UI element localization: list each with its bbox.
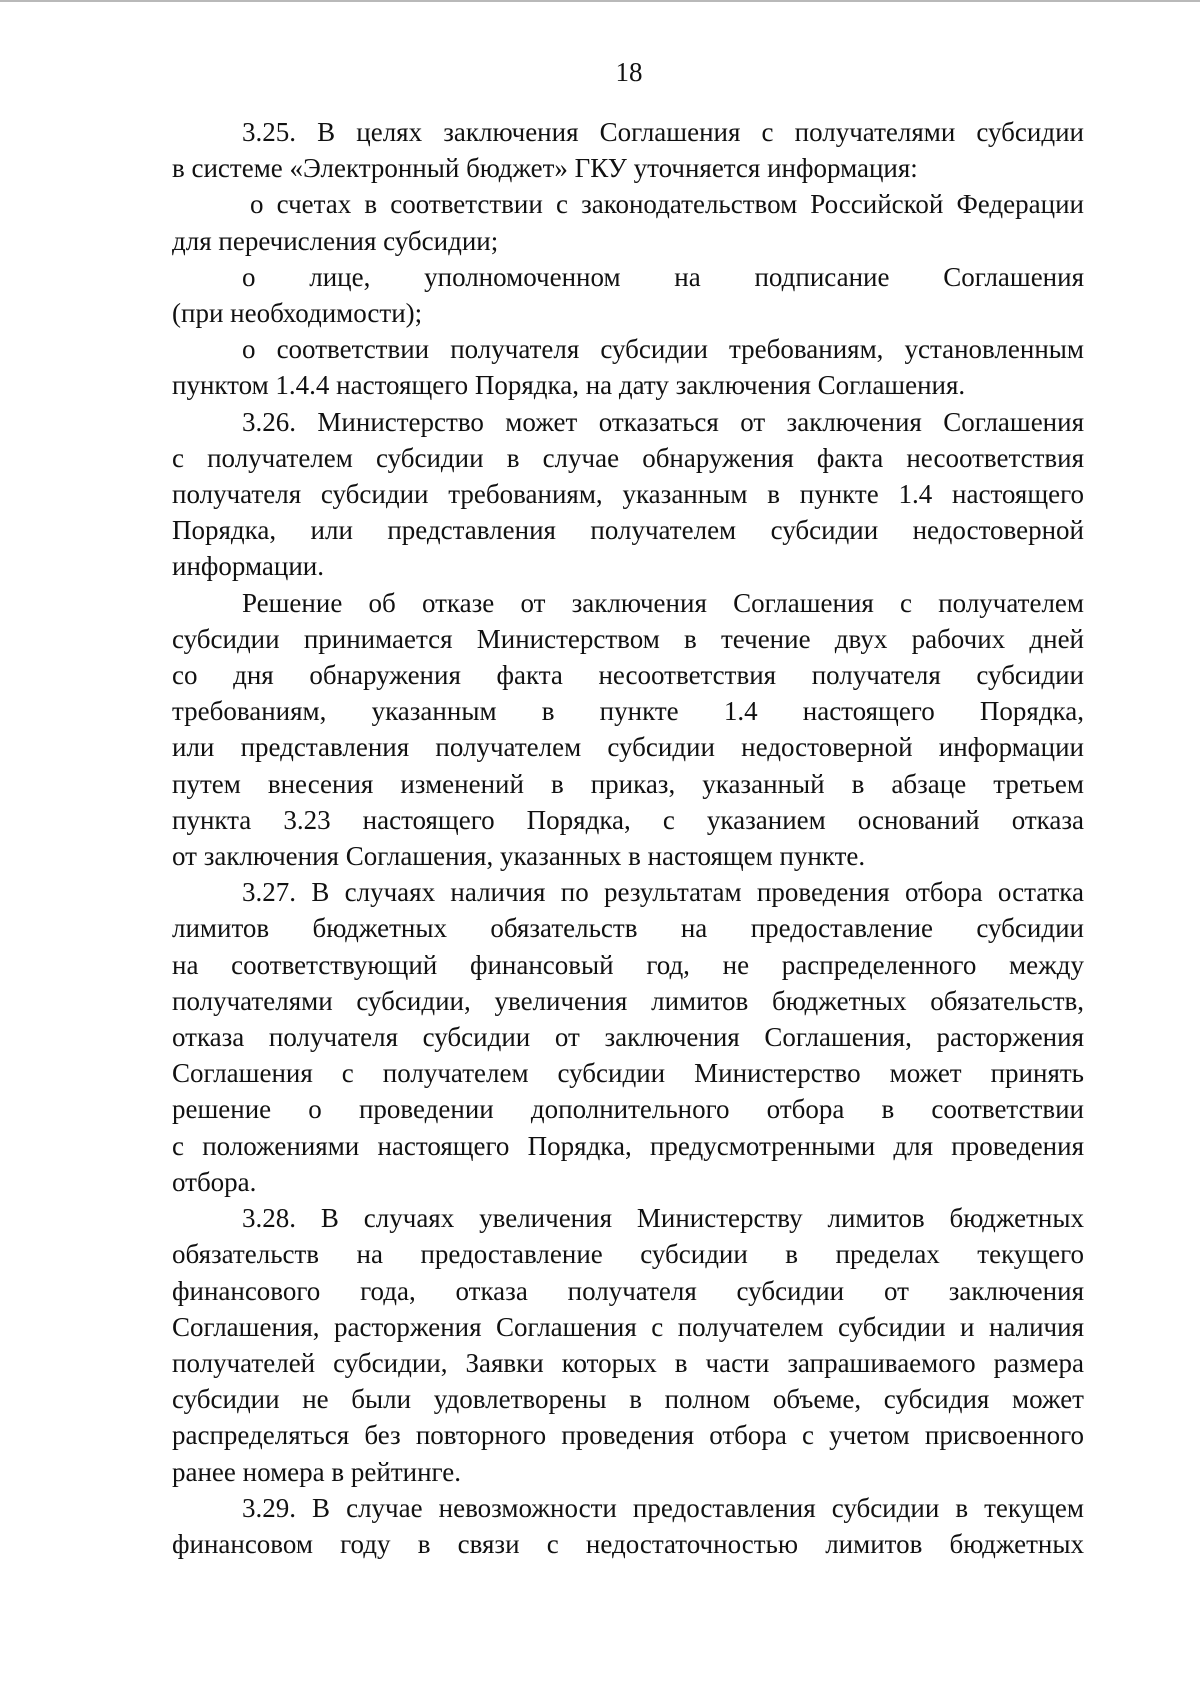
- paragraph-accounts: [172, 186, 1084, 258]
- text-line: Решение об отказе от заключения Соглашения с получателем: [242, 587, 1084, 618]
- text-line: Порядка, или представления получателем субсидии недостоверной: [172, 515, 1084, 546]
- paragraph-refusal-decision: [172, 585, 1084, 875]
- text-line: Соглашения с получателем субсидии Министерство может принять: [172, 1058, 1084, 1089]
- paragraph-3-29: [172, 1490, 1084, 1562]
- text-line: требованиям, указанным в пункте 1.4 настоящего Порядка,: [172, 696, 1084, 727]
- paragraph-authorized-person: [172, 259, 1084, 331]
- text-line: финансового года, отказа получателя субсидии от заключения: [172, 1275, 1084, 1306]
- text-line: Соглашения, расторжения Соглашения с получателем субсидии и наличия: [172, 1311, 1084, 1342]
- text-line: получателями субсидии, увеличения лимитов бюджетных обязательств,: [172, 985, 1084, 1016]
- scan-edge-line: [0, 0, 1200, 2]
- text-line: ранее номера в рейтинге.: [172, 1456, 461, 1487]
- text-line: 3.25. В целях заключения Соглашения с получателями субсидии: [242, 117, 1084, 147]
- text-line: о лице, уполномоченном на подписание Соглашения: [242, 261, 1084, 292]
- text-line: со дня обнаружения факта несоответствия получателя субсидии: [172, 660, 1084, 691]
- text-line: решение о проведении дополнительного отбора в соответствии: [172, 1094, 1084, 1125]
- paragraph-3-28: [172, 1200, 1084, 1490]
- page-number: 18: [615, 57, 643, 87]
- text-line: путем внесения изменений в приказ, указанный в абзаце третьем: [172, 768, 1084, 799]
- text-line: информации.: [172, 551, 324, 582]
- text-line: для перечисления субсидии;: [172, 225, 499, 256]
- text-line: с положениями настоящего Порядка, предусмотренными для проведения: [172, 1130, 1084, 1161]
- text-line: о счетах в соответствии с законодательством Российской Федерации: [250, 189, 1084, 220]
- text-line: в системе «Электронный бюджет» ГКУ уточняется информация:: [172, 153, 918, 184]
- text-line: пункта 3.23 настоящего Порядка, с указанием оснований отказа: [172, 804, 1084, 835]
- text-line: с получателем субсидии в случае обнаружения факта несоответствия: [172, 442, 1084, 473]
- text-line: отказа получателя субсидии от заключения Соглашения, расторжения: [172, 1022, 1084, 1053]
- paragraph-compliance: [172, 331, 1084, 403]
- text-line: отбора.: [172, 1166, 257, 1197]
- text-line: получателей субсидии, Заявки которых в части запрашиваемого размера: [172, 1347, 1084, 1378]
- text-line: пунктом 1.4.4 настоящего Порядка, на дату заключения Соглашения.: [172, 370, 966, 401]
- text-line: субсидии принимается Министерством в течение двух рабочих дней: [172, 623, 1084, 654]
- text-line: на соответствующий финансовый год, не распределенного между: [172, 949, 1084, 980]
- document-body: [172, 114, 1084, 1562]
- paragraph-3-26: [172, 404, 1084, 585]
- text-line: 3.28. В случаях увеличения Министерству лимитов бюджетных: [242, 1203, 1084, 1234]
- text-line: 3.27. В случаях наличия по результатам проведения отбора остатка: [242, 877, 1084, 908]
- text-line: (при необходимости);: [172, 298, 423, 329]
- text-line: о соответствии получателя субсидии требованиям, установленным: [242, 334, 1084, 365]
- text-line: лимитов бюджетных обязательств на предоставление субсидии: [172, 913, 1084, 944]
- text-line: или представления получателем субсидии недостоверной информации: [172, 732, 1084, 763]
- text-line: 3.29. В случае невозможности предоставления субсидии в текущем: [242, 1492, 1084, 1523]
- text-line: субсидии не были удовлетворены в полном объеме, субсидия может: [172, 1384, 1084, 1415]
- text-line: распределяться без повторного проведения отбора с учетом присвоенного: [172, 1420, 1084, 1451]
- text-line: 3.26. Министерство может отказаться от заключения Соглашения: [242, 406, 1084, 437]
- paragraph-3-27: [172, 874, 1084, 1200]
- text-line: обязательств на предоставление субсидии в пределах текущего: [172, 1239, 1084, 1270]
- text-line: от заключения Соглашения, указанных в настоящем пункте.: [172, 841, 866, 872]
- paragraph-3-25: [172, 114, 1084, 186]
- text-line: финансовом году в связи с недостаточностью лимитов бюджетных: [172, 1528, 1084, 1559]
- text-line: получателя субсидии требованиям, указанным в пункте 1.4 настоящего: [172, 479, 1084, 510]
